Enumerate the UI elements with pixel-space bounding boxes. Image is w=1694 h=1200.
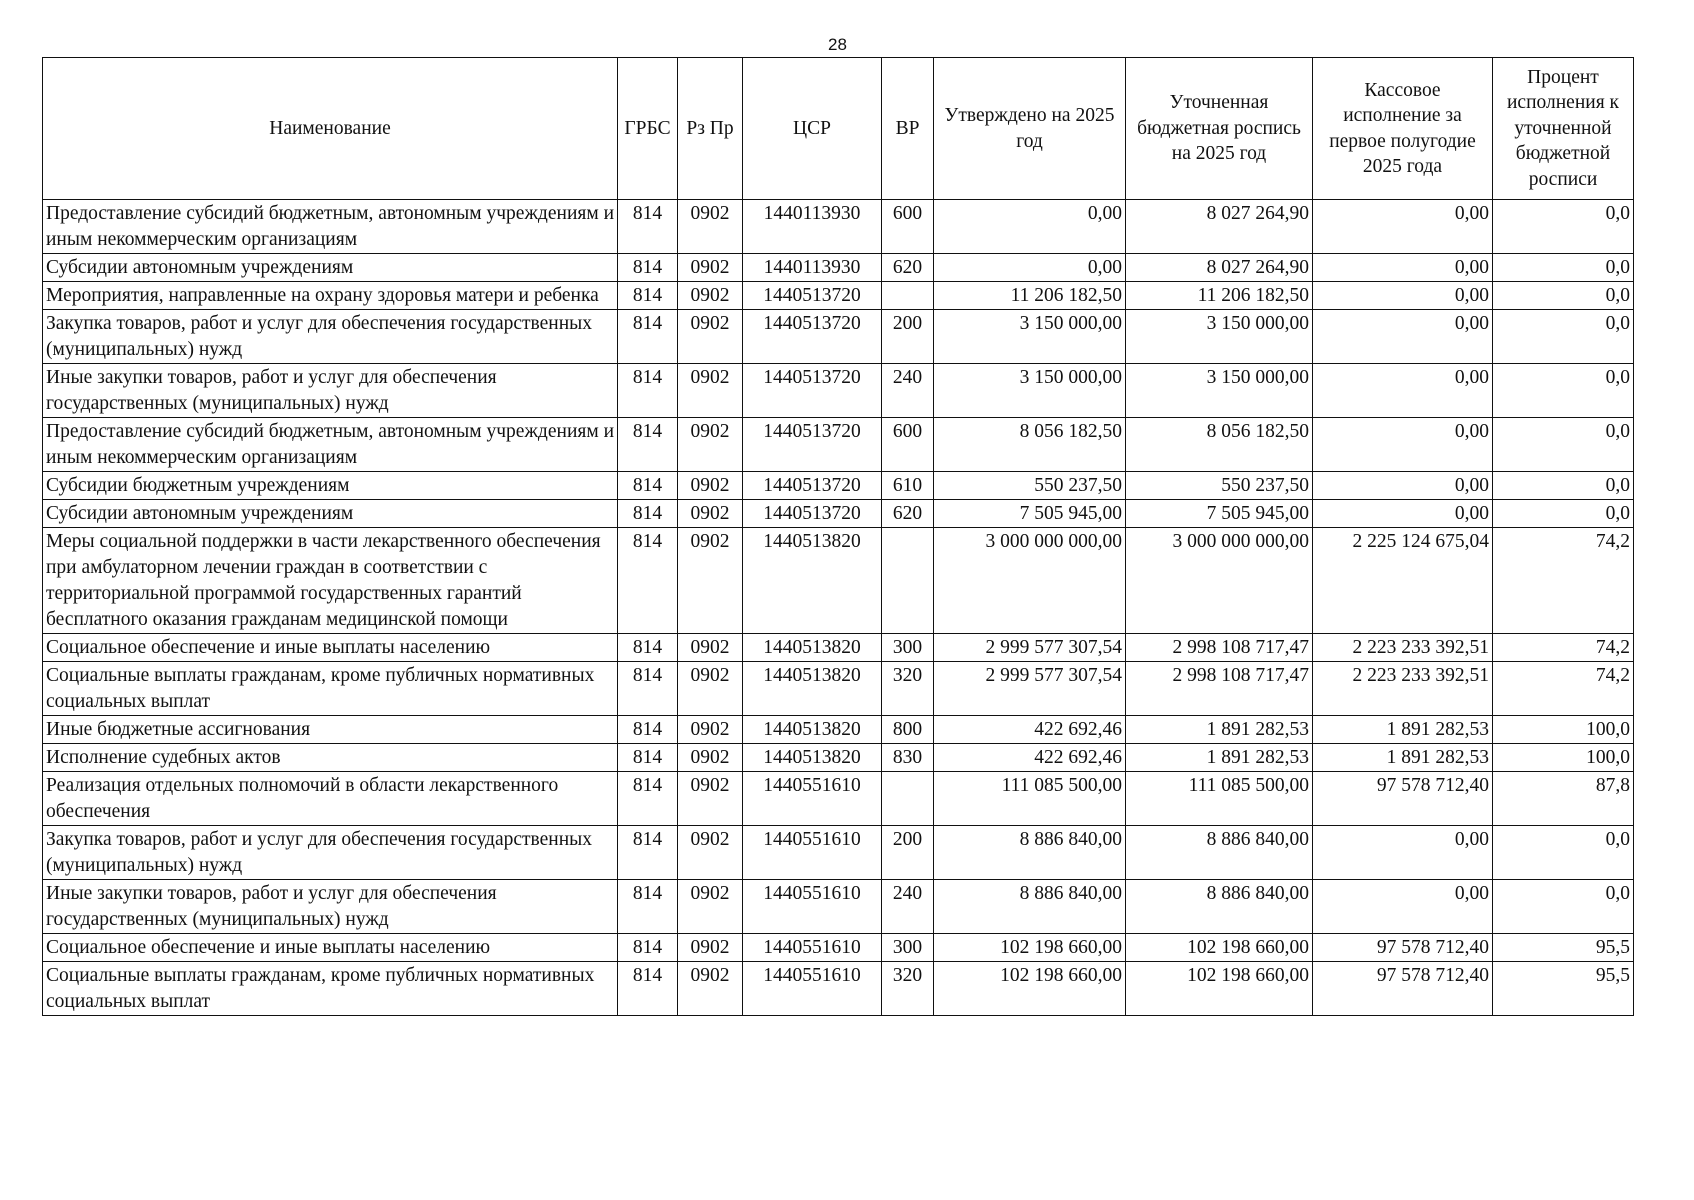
cell-grbs: 814 <box>618 282 678 310</box>
cell-percent: 0,0 <box>1493 254 1634 282</box>
table-row <box>43 826 1634 880</box>
cell-vr: 300 <box>882 934 934 962</box>
cell-cash: 2 223 233 392,51 <box>1313 662 1493 716</box>
cell-cash: 0,00 <box>1313 472 1493 500</box>
cell-rzpr: 0902 <box>678 364 743 418</box>
cell-percent: 0,0 <box>1493 200 1634 254</box>
cell-csr: 1440513720 <box>743 364 882 418</box>
cell-grbs: 814 <box>618 634 678 662</box>
cell-name: Иные закупки товаров, работ и услуг для обеспечения государственных (муниципальных) нужд <box>43 880 618 934</box>
cell-grbs: 814 <box>618 934 678 962</box>
cell-name: Социальное обеспечение и иные выплаты населению <box>43 634 618 662</box>
page-number-text: 28 <box>828 35 847 54</box>
cell-csr: 1440551610 <box>743 772 882 826</box>
table-row <box>43 634 1634 662</box>
cell-vr <box>882 528 934 634</box>
header-grbs: ГРБС <box>618 58 678 200</box>
cell-name: Закупка товаров, работ и услуг для обеспечения государственных (муниципальных) нужд <box>43 826 618 880</box>
cell-percent: 0,0 <box>1493 500 1634 528</box>
cell-csr: 1440551610 <box>743 880 882 934</box>
cell-name: Субсидии бюджетным учреждениям <box>43 472 618 500</box>
cell-csr: 1440551610 <box>743 934 882 962</box>
cell-rzpr: 0902 <box>678 500 743 528</box>
cell-csr: 1440513720 <box>743 418 882 472</box>
cell-cash: 0,00 <box>1313 200 1493 254</box>
cell-csr: 1440513820 <box>743 744 882 772</box>
cell-cash: 0,00 <box>1313 418 1493 472</box>
cell-approved: 2 999 577 307,54 <box>934 662 1126 716</box>
cell-vr: 200 <box>882 310 934 364</box>
cell-percent: 0,0 <box>1493 472 1634 500</box>
cell-approved: 102 198 660,00 <box>934 962 1126 1016</box>
cell-csr: 1440551610 <box>743 826 882 880</box>
cell-specified: 550 237,50 <box>1126 472 1313 500</box>
cell-specified: 8 056 182,50 <box>1126 418 1313 472</box>
cell-specified: 1 891 282,53 <box>1126 744 1313 772</box>
cell-cash: 0,00 <box>1313 826 1493 880</box>
cell-approved: 8 886 840,00 <box>934 826 1126 880</box>
cell-rzpr: 0902 <box>678 472 743 500</box>
cell-percent: 100,0 <box>1493 716 1634 744</box>
cell-rzpr: 0902 <box>678 200 743 254</box>
cell-approved: 111 085 500,00 <box>934 772 1126 826</box>
cell-cash: 0,00 <box>1313 282 1493 310</box>
cell-specified: 11 206 182,50 <box>1126 282 1313 310</box>
cell-approved: 550 237,50 <box>934 472 1126 500</box>
header-approved: Утверждено на 2025 год <box>934 58 1126 200</box>
cell-percent: 95,5 <box>1493 934 1634 962</box>
table-row <box>43 934 1634 962</box>
cell-rzpr: 0902 <box>678 744 743 772</box>
cell-vr <box>882 282 934 310</box>
table-row <box>43 282 1634 310</box>
header-rzpr: Рз Пр <box>678 58 743 200</box>
cell-cash: 97 578 712,40 <box>1313 962 1493 1016</box>
cell-percent: 0,0 <box>1493 364 1634 418</box>
table-row <box>43 472 1634 500</box>
cell-name: Предоставление субсидий бюджетным, автономным учреждениям и иным некоммерческим организациям <box>43 418 618 472</box>
cell-name: Социальные выплаты гражданам, кроме публичных нормативных социальных выплат <box>43 662 618 716</box>
cell-csr: 1440113930 <box>743 254 882 282</box>
cell-rzpr: 0902 <box>678 254 743 282</box>
cell-rzpr: 0902 <box>678 634 743 662</box>
cell-rzpr: 0902 <box>678 880 743 934</box>
cell-vr: 240 <box>882 364 934 418</box>
cell-percent: 95,5 <box>1493 962 1634 1016</box>
table-body <box>43 200 1634 1016</box>
header-name: Наименование <box>43 58 618 200</box>
cell-percent: 0,0 <box>1493 880 1634 934</box>
cell-csr: 1440513820 <box>743 634 882 662</box>
cell-specified: 1 891 282,53 <box>1126 716 1313 744</box>
table-row <box>43 528 1634 634</box>
cell-cash: 0,00 <box>1313 310 1493 364</box>
cell-approved: 3 000 000 000,00 <box>934 528 1126 634</box>
cell-csr: 1440513720 <box>743 472 882 500</box>
cell-approved: 3 150 000,00 <box>934 364 1126 418</box>
cell-grbs: 814 <box>618 364 678 418</box>
cell-vr: 240 <box>882 880 934 934</box>
cell-specified: 102 198 660,00 <box>1126 962 1313 1016</box>
cell-name: Меры социальной поддержки в части лекарственного обеспечения при амбулаторном лечении граждан в соответствии с территориальной программой государственных гарантий бесплатного оказания гражданам медицинской помощи <box>43 528 618 634</box>
cell-grbs: 814 <box>618 716 678 744</box>
cell-vr: 320 <box>882 962 934 1016</box>
cell-vr: 200 <box>882 826 934 880</box>
cell-approved: 7 505 945,00 <box>934 500 1126 528</box>
cell-name: Закупка товаров, работ и услуг для обеспечения государственных (муниципальных) нужд <box>43 310 618 364</box>
cell-name: Социальные выплаты гражданам, кроме публичных нормативных социальных выплат <box>43 962 618 1016</box>
table-row <box>43 200 1634 254</box>
cell-grbs: 814 <box>618 254 678 282</box>
cell-cash: 2 225 124 675,04 <box>1313 528 1493 634</box>
cell-percent: 87,8 <box>1493 772 1634 826</box>
cell-cash: 0,00 <box>1313 364 1493 418</box>
cell-vr: 620 <box>882 254 934 282</box>
cell-cash: 0,00 <box>1313 254 1493 282</box>
cell-csr: 1440513720 <box>743 310 882 364</box>
cell-cash: 97 578 712,40 <box>1313 772 1493 826</box>
cell-grbs: 814 <box>618 528 678 634</box>
cell-vr: 600 <box>882 418 934 472</box>
header-percent: Процент исполнения к уточненной бюджетной росписи <box>1493 58 1634 200</box>
table-row <box>43 254 1634 282</box>
table-row <box>43 772 1634 826</box>
cell-specified: 7 505 945,00 <box>1126 500 1313 528</box>
cell-approved: 3 150 000,00 <box>934 310 1126 364</box>
cell-specified: 8 027 264,90 <box>1126 200 1313 254</box>
cell-approved: 11 206 182,50 <box>934 282 1126 310</box>
cell-grbs: 814 <box>618 310 678 364</box>
table-row <box>43 500 1634 528</box>
table-row <box>43 364 1634 418</box>
cell-approved: 422 692,46 <box>934 716 1126 744</box>
table-row <box>43 310 1634 364</box>
table-row <box>43 662 1634 716</box>
cell-csr: 1440513720 <box>743 282 882 310</box>
cell-grbs: 814 <box>618 744 678 772</box>
cell-vr: 620 <box>882 500 934 528</box>
cell-approved: 8 056 182,50 <box>934 418 1126 472</box>
cell-grbs: 814 <box>618 880 678 934</box>
cell-approved: 2 999 577 307,54 <box>934 634 1126 662</box>
cell-cash: 97 578 712,40 <box>1313 934 1493 962</box>
cell-name: Мероприятия, направленные на охрану здоровья матери и ребенка <box>43 282 618 310</box>
cell-grbs: 814 <box>618 200 678 254</box>
cell-approved: 0,00 <box>934 254 1126 282</box>
cell-rzpr: 0902 <box>678 772 743 826</box>
cell-percent: 74,2 <box>1493 662 1634 716</box>
cell-percent: 0,0 <box>1493 310 1634 364</box>
cell-rzpr: 0902 <box>678 310 743 364</box>
budget-execution-table <box>42 57 1634 1016</box>
cell-approved: 0,00 <box>934 200 1126 254</box>
cell-vr: 610 <box>882 472 934 500</box>
cell-approved: 422 692,46 <box>934 744 1126 772</box>
cell-name: Реализация отдельных полномочий в области лекарственного обеспечения <box>43 772 618 826</box>
cell-csr: 1440513820 <box>743 528 882 634</box>
table-row <box>43 418 1634 472</box>
cell-grbs: 814 <box>618 472 678 500</box>
cell-name: Предоставление субсидий бюджетным, автономным учреждениям и иным некоммерческим организациям <box>43 200 618 254</box>
table-row <box>43 744 1634 772</box>
cell-grbs: 814 <box>618 418 678 472</box>
cell-csr: 1440513720 <box>743 500 882 528</box>
cell-specified: 102 198 660,00 <box>1126 934 1313 962</box>
cell-specified: 2 998 108 717,47 <box>1126 634 1313 662</box>
table-row <box>43 962 1634 1016</box>
cell-rzpr: 0902 <box>678 826 743 880</box>
cell-name: Иные бюджетные ассигнования <box>43 716 618 744</box>
cell-percent: 74,2 <box>1493 528 1634 634</box>
cell-percent: 74,2 <box>1493 634 1634 662</box>
cell-specified: 2 998 108 717,47 <box>1126 662 1313 716</box>
cell-grbs: 814 <box>618 500 678 528</box>
cell-rzpr: 0902 <box>678 528 743 634</box>
cell-grbs: 814 <box>618 962 678 1016</box>
cell-specified: 3 150 000,00 <box>1126 364 1313 418</box>
table-header <box>43 58 1634 200</box>
cell-name: Субсидии автономным учреждениям <box>43 500 618 528</box>
cell-name: Иные закупки товаров, работ и услуг для обеспечения государственных (муниципальных) нужд <box>43 364 618 418</box>
cell-cash: 0,00 <box>1313 500 1493 528</box>
cell-vr <box>882 772 934 826</box>
cell-vr: 600 <box>882 200 934 254</box>
cell-csr: 1440551610 <box>743 962 882 1016</box>
cell-vr: 300 <box>882 634 934 662</box>
table-row <box>43 716 1634 744</box>
header-cash: Кассовое исполнение за первое полугодие 2025 года <box>1313 58 1493 200</box>
cell-name: Субсидии автономным учреждениям <box>43 254 618 282</box>
cell-rzpr: 0902 <box>678 282 743 310</box>
cell-cash: 1 891 282,53 <box>1313 744 1493 772</box>
cell-csr: 1440513820 <box>743 662 882 716</box>
cell-csr: 1440113930 <box>743 200 882 254</box>
cell-specified: 111 085 500,00 <box>1126 772 1313 826</box>
cell-vr: 830 <box>882 744 934 772</box>
cell-grbs: 814 <box>618 826 678 880</box>
cell-vr: 800 <box>882 716 934 744</box>
cell-cash: 2 223 233 392,51 <box>1313 634 1493 662</box>
cell-name: Исполнение судебных актов <box>43 744 618 772</box>
cell-grbs: 814 <box>618 662 678 716</box>
cell-percent: 100,0 <box>1493 744 1634 772</box>
cell-specified: 3 150 000,00 <box>1126 310 1313 364</box>
cell-cash: 0,00 <box>1313 880 1493 934</box>
cell-approved: 8 886 840,00 <box>934 880 1126 934</box>
cell-rzpr: 0902 <box>678 716 743 744</box>
cell-rzpr: 0902 <box>678 934 743 962</box>
cell-percent: 0,0 <box>1493 826 1634 880</box>
cell-specified: 8 886 840,00 <box>1126 880 1313 934</box>
cell-csr: 1440513820 <box>743 716 882 744</box>
cell-percent: 0,0 <box>1493 282 1634 310</box>
cell-grbs: 814 <box>618 772 678 826</box>
header-csr: ЦСР <box>743 58 882 200</box>
cell-specified: 8 886 840,00 <box>1126 826 1313 880</box>
header-row <box>43 58 1634 200</box>
cell-rzpr: 0902 <box>678 418 743 472</box>
header-specified: Уточненная бюджетная роспись на 2025 год <box>1126 58 1313 200</box>
header-vr: ВР <box>882 58 934 200</box>
table-row <box>43 880 1634 934</box>
cell-name: Социальное обеспечение и иные выплаты населению <box>43 934 618 962</box>
cell-cash: 1 891 282,53 <box>1313 716 1493 744</box>
cell-rzpr: 0902 <box>678 962 743 1016</box>
cell-percent: 0,0 <box>1493 418 1634 472</box>
cell-specified: 3 000 000 000,00 <box>1126 528 1313 634</box>
cell-specified: 8 027 264,90 <box>1126 254 1313 282</box>
cell-vr: 320 <box>882 662 934 716</box>
cell-rzpr: 0902 <box>678 662 743 716</box>
cell-approved: 102 198 660,00 <box>934 934 1126 962</box>
